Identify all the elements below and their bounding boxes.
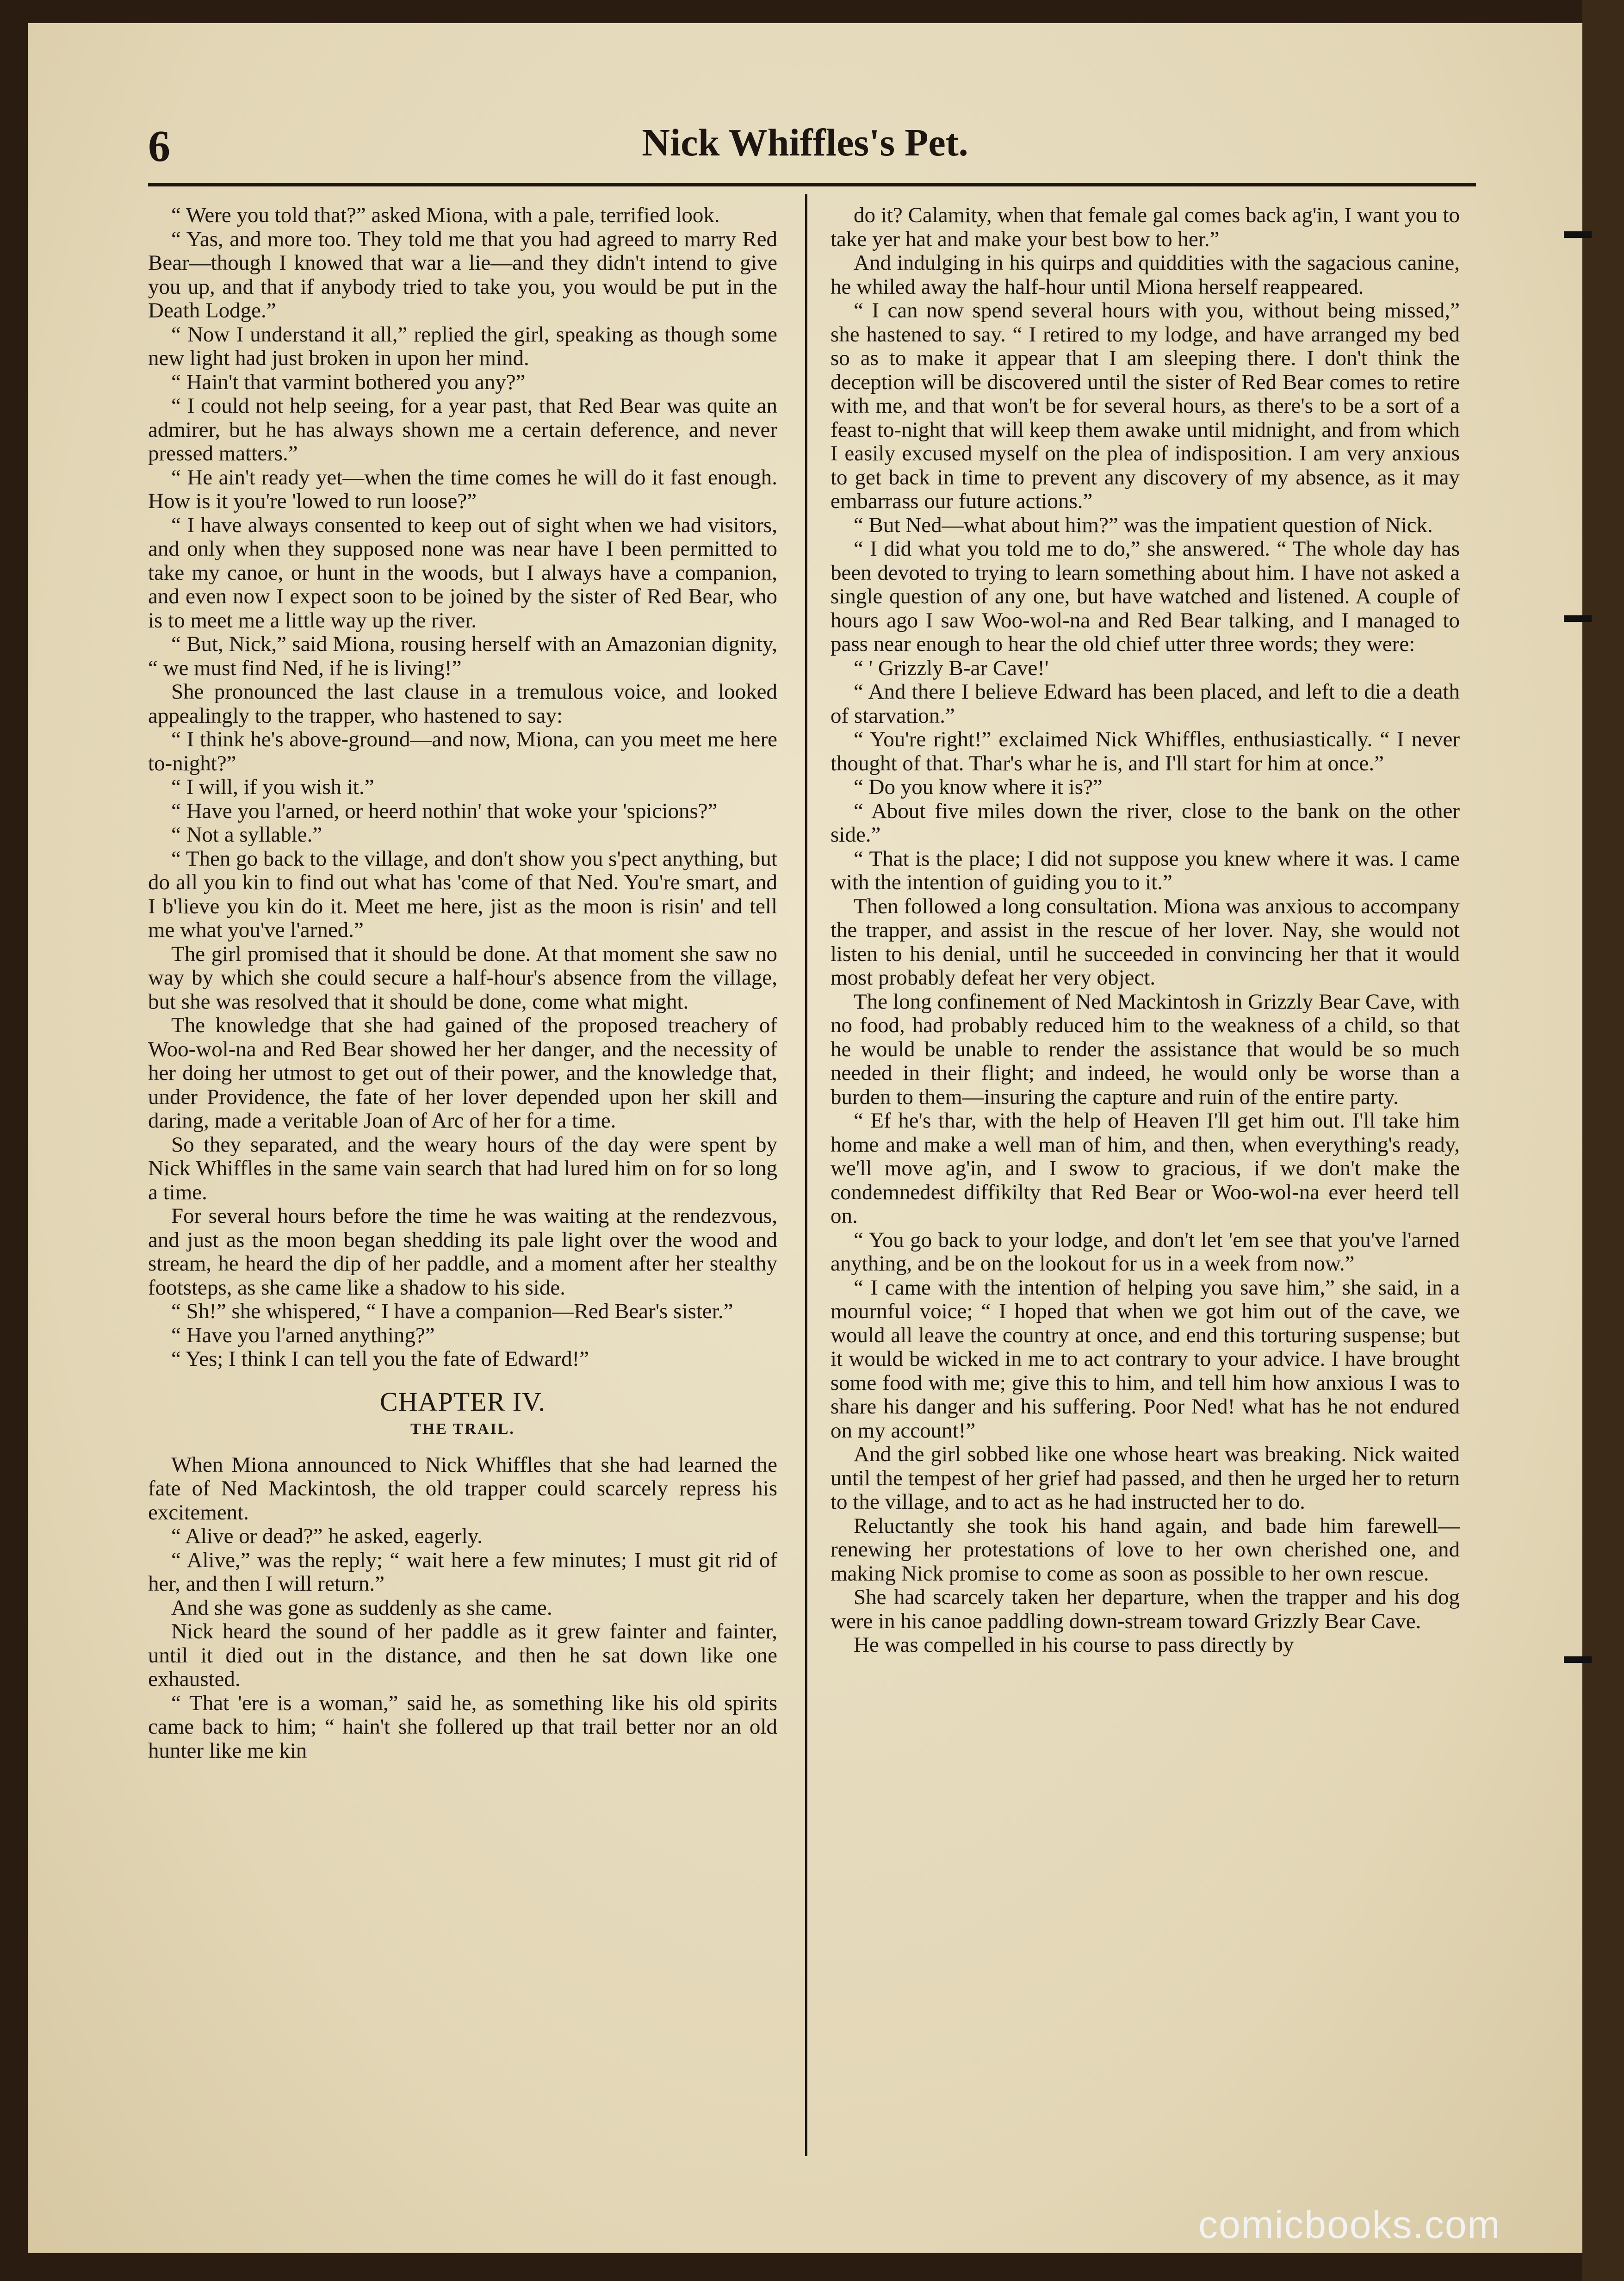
paragraph: The long confinement of Ned Mackintosh in Grizzly Bear Cave, with no food, had probably reduced him to the weakness of a child, so that he would be unable to render the assistance that would be so much needed in their flight; and indeed, he would only be worse than a burden to them—insuring the capture and ruin of the entire party. [831,989,1460,1109]
paragraph: “ I could not help seeing, for a year past, that Red Bear was quite an admirer, but he has always shown me a certain deference, and never pressed matters.” [148,394,777,465]
paragraph: “ Hain't that varmint bothered you any?” [171,370,526,394]
binding-mark [1564,1656,1592,1663]
watermark-text: comicbooks.com [1198,2203,1501,2246]
left-column [148,204,777,1763]
paragraph: “ I came with the intention of helping you save him,” she said, in a mournful voice; “ I hoped that when we got him out of the cave, we would all leave the country at once, and end this torturing suspense; but it would be wicked in me to act contrary to your advice. I have brought some food with me; give this to him, and tell him how anxious I was to share his danger and his suffering. Poor Ned! what has he not endured on my account!” [831,1275,1460,1443]
paragraph: “ ' Grizzly B-ar Cave!' [854,656,1049,680]
paragraph: “ Do you know where it is?” [854,775,1103,799]
page-header [116,106,1494,176]
paragraph: Nick heard the sound of her paddle as it grew fainter and fainter, until it died out in the distance, and then he sat down like one exhausted. [148,1619,777,1691]
paragraph: “ Have you l'arned, or heerd nothin' that woke your 'spicions?” [171,799,718,823]
paragraph: So they separated, and the weary hours of the day were spent by Nick Whiffles in the same vain search that had lured him on for so long a time. [148,1132,777,1204]
column-divider [805,194,807,2156]
paragraph: “ That 'ere is a woman,” said he, as something like his old spirits came back to him; “ hain't she follered up that trail better nor an old hunter like me kin [148,1691,777,1763]
paragraph: “ That is the place; I did not suppose you knew where it was. I came with the intention of guiding you to it.” [831,846,1460,894]
chapter-heading: CHAPTER IV. [380,1386,545,1417]
paragraph: “ I did what you told me to do,” she answered. “ The whole day has been devoted to trying to learn something about him. I have not asked a single question of any one, but have watched and listened. A couple of hours ago I saw Woo-wol-na and Red Bear talking, and I managed to pass near enough to hear the old chief utter three words; they were: [831,537,1460,656]
paragraph: “ Sh!” she whispered, “ I have a companion—Red Bear's sister.” [171,1299,733,1323]
chapter-subtitle: THE TRAIL. [410,1420,515,1438]
paragraph: “ And there I believe Edward has been placed, and left to die a death of starvation.” [831,680,1460,728]
paragraph: “ I think he's above-ground—and now, Miona, can you meet me here to-night?” [148,727,777,775]
paragraph: Reluctantly she took his hand again, and bade him farewell—renewing her protestations of love to her own cherished one, and making Nick promise to come as soon as possible to her own rescue. [831,1513,1460,1586]
running-title: Nick Whiffles's Pet. [642,121,968,164]
paragraph: The girl promised that it should be done. At that moment she saw no way by which she could secure a half-hour's absence from the village, but she was resolved that it should be done, come what might. [148,942,777,1014]
binding-edge [1582,0,1624,2281]
paragraph: “ Yes; I think I can tell you the fate of Edward!” [171,1347,589,1371]
paragraph: “ But, Nick,” said Miona, rousing herself with an Amazonian dignity, “ we must find Ned, if he is living!” [148,632,777,680]
paragraph: The knowledge that she had gained of the proposed treachery of Woo-wol-na and Red Bear showed her her danger, and the necessity of her doing her utmost to get out of their power, and the knowledge that, under Providence, the fate of her lover depended upon her skill and daring, made a veritable Joan of Arc of her for a time. [148,1013,777,1133]
paragraph: When Miona announced to Nick Whiffles that she had learned the fate of Ned Mackintosh, the old trapper could scarcely repress his excitement. [148,1452,777,1525]
paragraph: For several hours before the time he was waiting at the rendezvous, and just as the moon began shedding its pale light over the wood and stream, he heard the dip of her paddle, and a moment after her stealthy footsteps, as she came like a shadow to his side. [148,1204,777,1300]
paragraph: “ You go back to your lodge, and don't let 'em see that you've l'arned anything, and be on the lookout for us in a week from now.” [831,1227,1460,1276]
paragraph: Then followed a long consultation. Miona was anxious to accompany the trapper, and assist in the rescue of her lover. Nay, she would not listen to his denial, until he succeeded in convincing her that it would most probably defeat her very object. [831,894,1460,990]
paragraph: “ Not a syllable.” [171,823,322,847]
paragraph: “ Alive,” was the reply; “ wait here a few minutes; I must git rid of her, and then I will return.” [148,1548,777,1596]
paragraph: He was compelled in his course to pass directly by [854,1633,1294,1657]
paragraph: do it? Calamity, when that female gal comes back ag'in, I want you to take yer hat and make your best bow to her.” [831,203,1460,251]
paragraph: “ Ef he's thar, with the help of Heaven I'll get him out. I'll take him home and make a well man of him, and then, when everything's ready, we'll move ag'in, and I swow to gracious, if we don't make the condemnedest diffikilty that Red Bear or Woo-wol-na ever heerd tell on. [831,1109,1460,1228]
paragraph: “ Have you l'arned anything?” [171,1323,435,1347]
header-rule [148,183,1476,186]
paragraph: And she was gone as suddenly as she came. [171,1595,552,1620]
paragraph: “ Were you told that?” asked Miona, with a pale, terrified look. [171,203,720,227]
paragraph: “ Then go back to the village, and don't show you s'pect anything, but do all you kin to find out what has 'come of that Ned. You're smart, and I b'lieve you kin do it. Meet me here, jist as the moon is risin' and tell me what you've l'arned.” [148,846,777,942]
paragraph: “ I can now spend several hours with you, without being missed,” she hastened to say. “ I retired to my lodge, and have arranged my bed so as to make it appear that I am sleeping there. I don't think the deception will be discovered until the sister of Red Bear comes to retire with me, and that won't be for several hours, as there's to be a sort of a feast to-night that will keep them awake until midnight, and from which I easily excused myself on the plea of indisposition. I am very anxious to get back in time to prevent any discovery of my absence, as it may embarrass our future actions.” [831,298,1460,513]
paragraph: “ You're right!” exclaimed Nick Whiffles, enthusiastically. “ I never thought of that. Thar's whar he is, and I'll start for him at once.” [831,727,1460,775]
paragraph: And the girl sobbed like one whose heart was breaking. Nick waited until the tempest of her grief had passed, and then he urged her to return to the village, and to act as he had instructed her to do. [831,1442,1460,1514]
paragraph: She had scarcely taken her departure, when the trapper and his dog were in his canoe paddling down-stream toward Grizzly Bear Cave. [831,1585,1460,1633]
paragraph: “ He ain't ready yet—when the time comes he will do it fast enough. How is it you're 'lowed to run loose?” [148,465,777,513]
binding-mark [1564,231,1592,238]
right-column [831,204,1460,1657]
paragraph: “ About five miles down the river, close to the bank on the other side.” [831,799,1460,847]
paragraph: “ Alive or dead?” he asked, eagerly. [171,1524,483,1548]
page-number: 6 [148,121,170,171]
paragraph: She pronounced the last clause in a tremulous voice, and looked appealingly to the trapper, who hastened to say: [148,680,777,728]
paragraph: “ I have always consented to keep out of sight when we had visitors, and only when they supposed none was near have I been permitted to take my canoe, or hunt in the woods, but I always have a companion, and even now I expect soon to be joined by the sister of Red Bear, who is to meet me a little way up the river. [148,513,777,632]
binding-mark [1564,615,1592,622]
paragraph: “ But Ned—what about him?” was the impatient question of Nick. [854,513,1433,537]
paragraph: “ Now I understand it all,” replied the girl, speaking as though some new light had just broken in upon her mind. [148,322,777,370]
paragraph: “ Yas, and more too. They told me that you had agreed to marry Red Bear—though I knowed that war a lie—and they didn't intend to give you up, and that if anybody tried to take you, you would be put in the Death Lodge.” [148,227,777,322]
paragraph: And indulging in his quirps and quiddities with the sagacious canine, he whiled away the half-hour until Miona herself reappeared. [831,251,1460,299]
paragraph: “ I will, if you wish it.” [171,775,374,799]
